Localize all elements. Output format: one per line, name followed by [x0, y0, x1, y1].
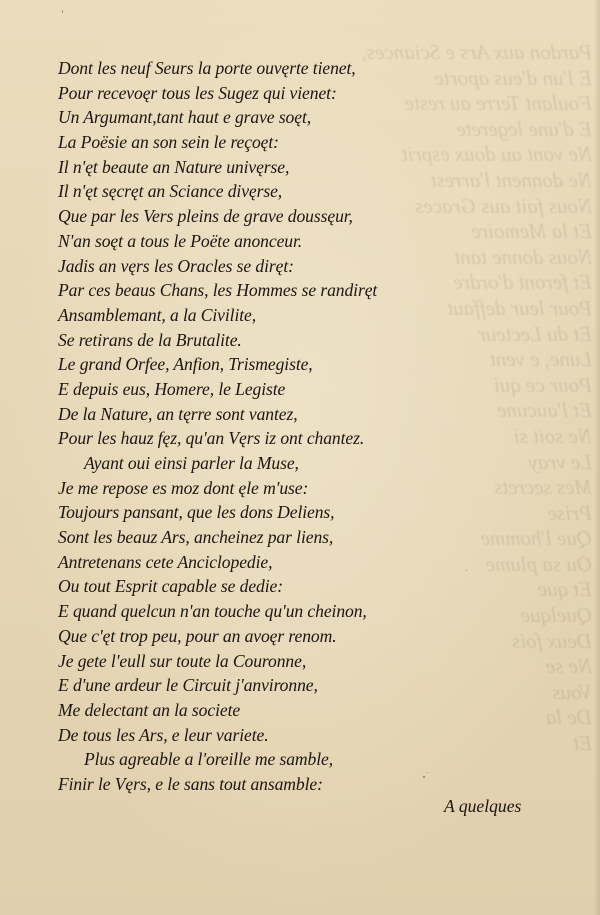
ink-speck	[466, 570, 467, 571]
page-edge-shadow	[594, 0, 600, 915]
poem-line: Il n'ęt sęcręt an Sciance divęrse,	[58, 181, 283, 202]
poem-line: E d'une ardeur le Circuit j'anvironne,	[58, 675, 318, 696]
poem-line: Un Argumant,tant haut e grave soęt,	[58, 107, 312, 128]
poem-line: Le grand Orfee, Anfion, Trismegiste,	[58, 354, 313, 375]
poem-line: Pour les hauz fęz, qu'an Vęrs iz ont chantez.	[58, 428, 365, 449]
poem-line: De tous les Ars, e leur variete.	[58, 724, 269, 745]
poem-line: E quand quelcun n'an touche qu'un cheinon,	[58, 601, 367, 622]
poem-text-block	[58, 56, 558, 797]
poem-line: N'an soęt a tous le Poëte anonceur.	[58, 230, 303, 251]
poem-line: Sont les beauz Ars, ancheinez par liens,	[58, 527, 334, 548]
poem-line: Se retirans de la Brutalite.	[58, 329, 242, 350]
poem-line: Par ces beaus Chans, les Hommes se randiręt	[58, 280, 378, 301]
verso-show-through: Pardon aux Ars e Sciances, E l'un d'eus aporte Foulant Terre au reste E d'une legerete Ne vont au doux esprit Ne donnent l'arrest Nous fait aus Graces Et la Memoire Nous donne tant Et feront d'ordre Pour leur deffaut Et du Lecteur Lune, e vent Pour ce qui Et l'aucune Ne soit si Le vray Mes secrets Prise Que l'homme Ou sa plume Et que Quelque Deux fois Ne se Vous De la Et	[361, 40, 592, 756]
poem-line: Ansamblemant, a la Civilite,	[58, 304, 257, 325]
catchword: A quelques	[444, 796, 522, 816]
poem-line: Plus agreable a l'oreille me samble,	[84, 749, 334, 770]
poem-line: Toujours pansant, que les dons Deliens,	[58, 502, 335, 523]
ink-speck	[423, 776, 425, 778]
ink-speck	[427, 772, 428, 773]
poem-line: Je me repose es moz dont ęle m'use:	[58, 477, 309, 498]
poem-line: Il n'ęt beaute an Nature univęrse,	[58, 156, 290, 177]
poem-line: Jadis an vęrs les Oracles se diręt:	[58, 255, 294, 276]
poem-line: Antretenans cete Anciclopedie,	[58, 551, 273, 572]
poem-line: E depuis eus, Homere, le Legiste	[58, 378, 286, 399]
poem-line: La Poësie an son sein le reçoęt:	[58, 132, 279, 153]
poem-line: Ou tout Esprit capable se dedie:	[58, 576, 283, 597]
poem-line: Dont les neuf Seurs la porte ouvęrte tienet,	[58, 58, 356, 78]
poem-line: Ayant oui einsi parler la Muse,	[84, 453, 299, 473]
poem-line: Je gete l'eull sur toute la Couronne,	[58, 650, 307, 671]
poem-line: Que par les Vers pleins de grave doussęur,	[58, 206, 353, 227]
poem-line: Pour recevoęr tous les Sugez qui vienet:	[58, 82, 337, 103]
poem-line: De la Nature, an tęrre sont vantez,	[58, 403, 298, 424]
poem-line: Finir le Vęrs, e le sans tout ansamble:	[58, 773, 323, 794]
poem-line: Me delectant an la societe	[58, 699, 241, 720]
poem-line: Que c'ęt trop peu, pour an avoęr renom.	[58, 625, 337, 646]
ink-speck	[62, 10, 63, 13]
